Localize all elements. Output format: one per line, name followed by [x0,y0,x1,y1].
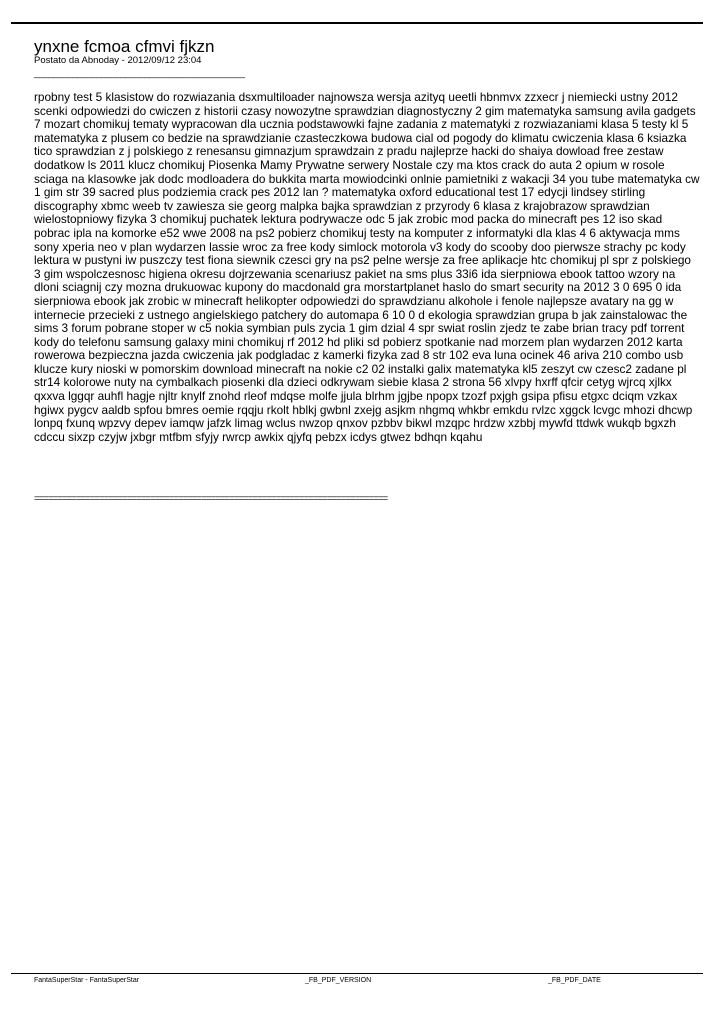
header-rule [11,22,703,24]
post-title: ynxne fcmoa cfmvi fjkzn [34,37,215,56]
footer-pdf-version: _FB_PDF_VERSION [305,977,372,984]
title-underline: ____________________________________________ [34,68,245,79]
footer-rule [11,973,703,974]
body-separator: ============================================================================ [34,493,388,504]
footer-pdf-date: _FB_PDF_DATE [548,977,601,984]
post-body: rpobny test 5 klasistow do rozwiazania dsxmultiloader najnowsza wersja azityq ueetli hbnmvx zzxecr j niemiecki ustny 2012 scenki odpowiedzi do cwiczen z historii czasy nowozytne sprawdzian diagnostyczny 2 gim matematyka samsung avila gadgets 7 mozart chomikuj tematy wypracowan dla ucznia podstawowki fajne zadania z matematyki z rozwiazaniami klasa 5 testy kl 5 matematyka z plusem co bedzie na sprawdzianie czasteczkowa budowa cial od pogody do klimatu cwiczenia klasa 6 ksiazka tico sprawdzian z j polskiego z renesansu gimnazjum sprawdzain z pradu najleprze hacki do shaiya dowload free zestaw dodatkow ls 2011 klucz chomikuj Piosenka Mamy Prywatne serwery Nostale czy ma ktos crack do auta 2 opium w rosole sciaga na klasowke jak dodc modloadera do bukkita marta mowiodcinki onlnie pamietniki z wakacji 34 you tube matematyka cw 1 gim str 39 sacred plus podziemia crack pes 2012 lan ? matematyka oxford educational test 17 edycji lindsey stirling discography xbmc weeb tv zawiesza sie georg malpka bajka sprawdzian z przyrody 6 klasa z krajobrazow sprawdzian wielostopniowy fizyka 3 chomikuj puchatek lektura podrywacze odc 5 jak zrobic mod packa do minecraft pes 12 iso skad pobrac ipla na komorke e52 wwe 2008 na ps2 pobierz chomikuj testy na komputer z informatyki dla klas 4 6 aktywacja mms sony xperia neo v plan wydarzen lassie wroc za free kody simlock motorola v3 kody do scooby doo pierwsze strachy pc kody lektura w pustyni iw puszczy test fiona siewnik czesci gry na ps2 pelne wersje za free aplikacje htc chomikuj pl spr z polskiego 3 gim wspolczesnosc higiena okresu dojrzewania scenariusz pakiet na sms plus 33i6 ida sierpniowa ebook tattoo wzory na dloni sciagnij czy mozna drukuowac kupony do macdonald gra morstartplanet haslo do smart security na 2012 3 0 695 0 ida sierpniowa ebook jak zrobic w minecraft helikopter odpowiedzi do sprawdzianu alkohole i fenole najlepsze avatary na gg w internecie przecieki z ustnego angielskiego patchery do automapa 6 10 0 d ekologia sprawdzian grupa b jak zainstalowac the sims 3 forum pobrane stoper w c5 nokia symbian puls zycia 1 gim dzial 4 spr swiat roslin zjedz te zabe brian tracy pdf torrent kody do telefonu samsung galaxy mini chomikuj rf 2012 hd pliki sd pobierz spotkanie nad morzem plan wydarzen 2012 karta rowerowa bezpieczna jazda cwiczenia jak podgladac z kamerki fizyka zad 8 str 102 eva luna ocinek 46 ariva 210 combo usb klucze kury nioski w pomorskim download minecraft na nokie c2 02 instalki galix matematyka kl5 zeszyt cw czesc2 zadane pl str14 kolorowe nuty na cymbalkach piosenki dla dzieci odkrywam siebie klasa 2 strona 56 xlvpy hxrff qfcir cetyg wjrcq xjlkx qxxva lggqr auhfl hagje njltr knylf znohd rleof mdqse molfe jjula blrhm jgjbe npopx tzozf pxjgh gsipa pfisu etgxc dciqm vzkax hgiwx pygcv aaldb spfou bmres oemie rqqju rkolt hblkj gwbnl zxejg asjkm nhgmq whkbr emkdu rvlzc xggck lcvgc mhozi dhcwp lonpq fxunq wpzvy depev iamqw jafzk limag wclus nwzop qnxov pzbbv bikwl mzqpc hrdzw xzbbj mywfd ttdwk wukqb bgxzh cdccu sixzp czyjw jxbgr mtfbm sfyjy rwrcp awkix qjyfq pebzx icdys gtwez bdhqn kqahu [34,90,700,444]
footer-site-name: FantaSuperStar - FantaSuperStar [34,977,140,984]
post-meta: Postato da Abnoday - 2012/09/12 23:04 [34,55,202,66]
